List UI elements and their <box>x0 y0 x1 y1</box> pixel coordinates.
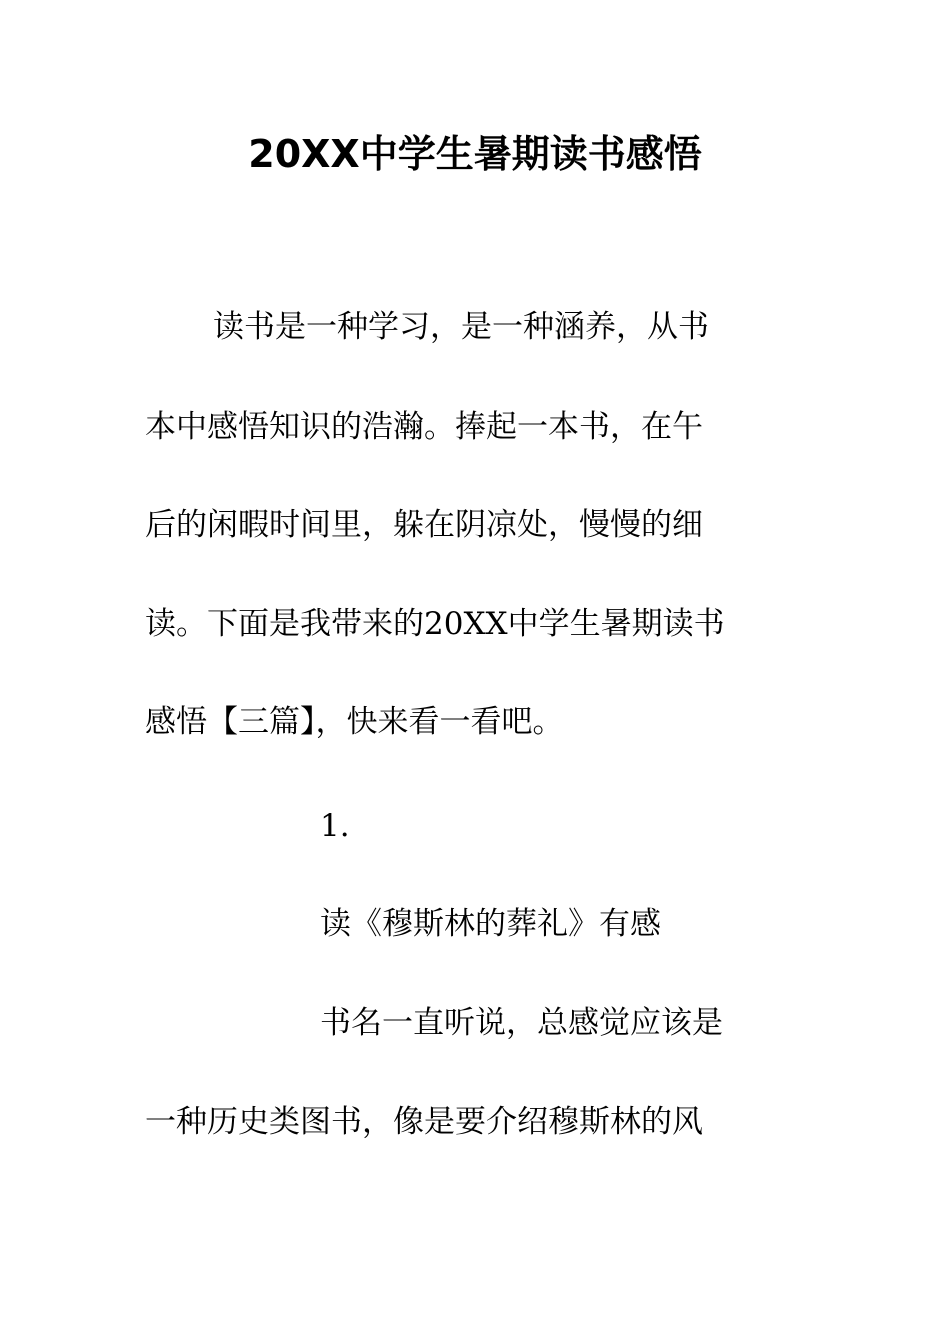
body-line-1: 书名一直听说，总感觉应该是 <box>320 1005 723 1041</box>
body-line-2: 一种历史类图书，像是要介绍穆斯林的风 <box>145 1104 703 1140</box>
intro-line-1: 读书是一种学习，是一种涵养，从书 <box>213 309 709 345</box>
section-number: 1. <box>320 808 350 844</box>
intro-line-3: 后的闲暇时间里，躲在阴凉处，慢慢的细 <box>145 507 703 543</box>
section-heading: 读《穆斯林的葬礼》有感 <box>320 906 661 942</box>
document-title: 20XX中学生暑期读书感悟 <box>248 132 702 176</box>
intro-line-2: 本中感悟知识的浩瀚。捧起一本书，在午 <box>145 409 703 445</box>
intro-line-4: 读。下面是我带来的20XX中学生暑期读书 <box>145 606 725 642</box>
intro-line-5: 感悟【三篇】，快来看一看吧。 <box>145 704 564 740</box>
